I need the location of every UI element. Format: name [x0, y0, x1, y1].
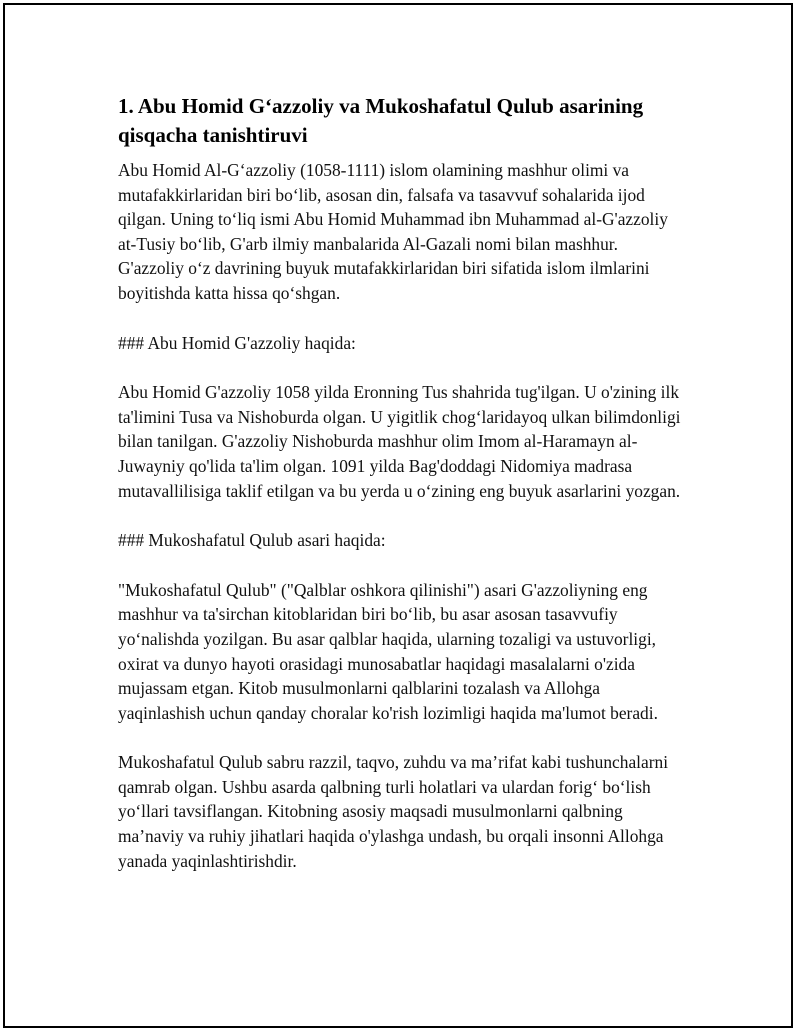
- document-title: 1. Abu Homid G‘azzoliy va Mukoshafatul Qulub asarining qisqacha tanishtiruvi: [118, 94, 644, 147]
- section-heading-about-book: ### Mukoshafatul Qulub asari haqida:: [118, 530, 386, 551]
- intro-paragraph: Abu Homid Al-G‘azzoliy (1058-1111) islom olamining mashhur olimi va mutafakkirlaridan biri bo‘lib, asosan din, falsafa va tasavvuf sohalarida ijod qilgan. Uning to‘liq ismi Abu Homid Muhammad ibn Muhammad al-G'azzoliy at-Tusiy bo‘lib, G'arb ilmiy manbalarida Al-Gazali nomi bilan mashhur. G'azzoliy o‘z davrining buyuk mutafakkirlaridan biri sifatida islom ilmlarini boyitishda katta hissa qo‘shgan.: [118, 160, 668, 303]
- author-biography-paragraph: Abu Homid G'azzoliy 1058 yilda Eronning Tus shahrida tug'ilgan. U o'zining ilk ta'limini Tusa va Nishoburda olgan. U yigitlik chog‘laridayoq ulkan bilimdonligi bilan tanilgan. G'azzoliy Nishoburda mashhur olim Imom al-Haramayn al-Juwayniy qo'lida ta'lim olgan. 1091 yilda Bag'doddagi Nidomiya madrasa mutavallilisiga taklif etilgan va bu yerda u o‘zining eng buyuk asarlarini yozgan.: [118, 382, 681, 501]
- section-heading-about-author: ### Abu Homid G'azzoliy haqida:: [118, 332, 356, 353]
- document-body: [118, 92, 684, 898]
- book-description-paragraph: "Mukoshafatul Qulub" ("Qalblar oshkora qilinishi") asari G'azzoliyning eng mashhur va ta'sirchan kitoblaridan biri bo‘lib, bu asar asosan tasavvufiy yo‘nalishda yozilgan. Bu asar qalblar haqida, ularning tozaligi va ustuvorligi, oxirat va dunyo hayoti orasidagi munosabatlar haqidagi masalalarni o'zida mujassam etgan. Kitob musulmonlarni qalblarini tozalash va Allohga yaqinlashish uchun qanday choralar ko'rish lozimligi haqida ma'lumot beradi.: [118, 579, 658, 723]
- book-themes-paragraph: Mukoshafatul Qulub sabru razzil, taqvo, zuhdu va ma’rifat kabi tushunchalarni qamrab olgan. Ushbu asarda qalbning turli holatlari va ulardan forig‘ bo‘lish yo‘llari tavsiflangan. Kitobning asosiy maqsadi musulmonlarni qalbning ma’naviy va ruhiy jihatlari haqida o'ylashga undash, bu orqali insonni Allohga yanada yaqinlashtirishdir.: [118, 752, 669, 871]
